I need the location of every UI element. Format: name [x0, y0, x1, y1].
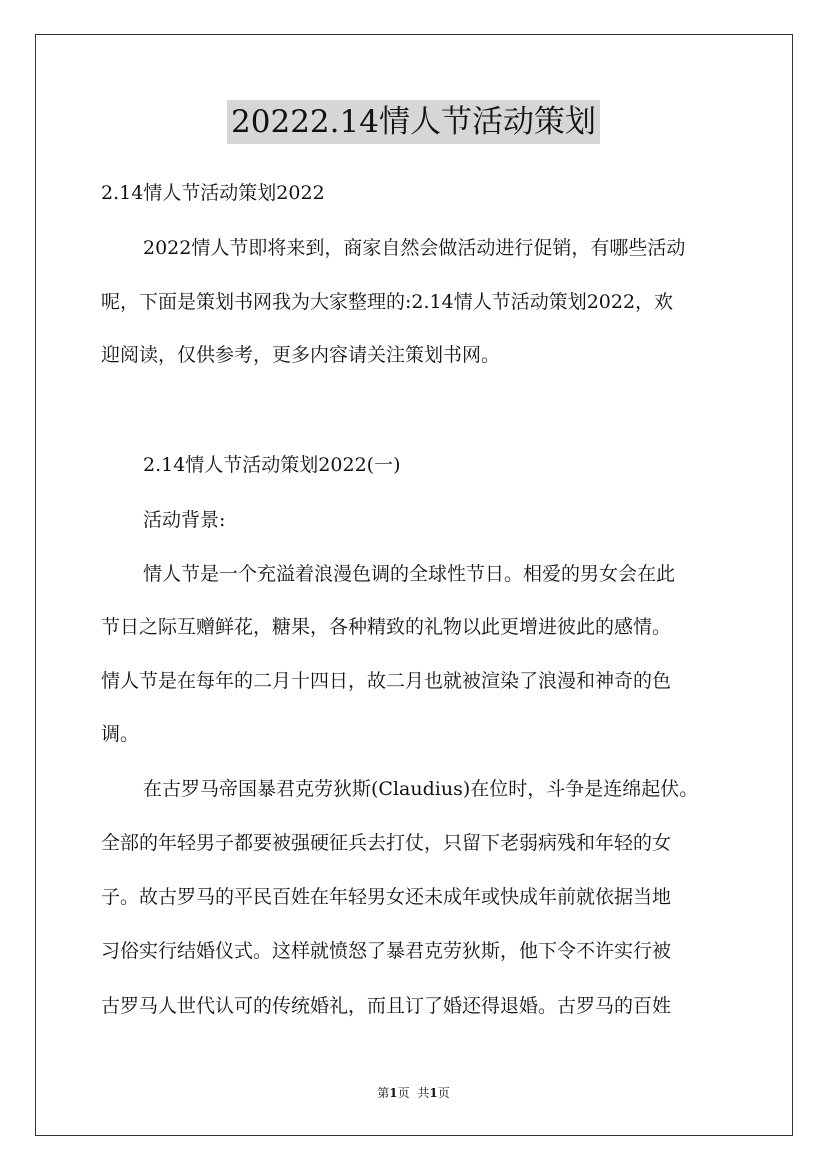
page-prefix: 第 — [377, 1086, 390, 1100]
paragraph-line: 情人节是在每年的二月十四日，故二月也就被渲染了浪漫和神奇的色 — [101, 670, 672, 692]
paragraph-line: 全部的年轻男子都要被强硬征兵去打仗，只留下老弱病残和年轻的女 — [101, 832, 672, 854]
title-container — [0, 100, 827, 144]
total-suffix: 页 — [437, 1086, 450, 1100]
document-title: 20222.14情人节活动策划 — [227, 100, 600, 144]
page-footer — [0, 1085, 827, 1101]
paragraph-line: 节日之际互赠鲜花，糖果，各种精致的礼物以此更增进彼此的感情。 — [101, 616, 672, 638]
paragraph-line: 迎阅读，仅供参考，更多内容请关注策划书网。 — [101, 344, 501, 366]
paragraph-line: 在古罗马帝国暴君克劳狄斯(Claudius)在位时，斗争是连绵起伏。 — [143, 778, 699, 800]
paragraph-line: 情人节是一个充溢着浪漫色调的全球性节日。相爱的男女会在此 — [143, 563, 676, 585]
paragraph-line: 子。故古罗马的平民百姓在年轻男女还未成年或快成年前就依据当地 — [101, 886, 672, 908]
section-label: 活动背景: — [143, 509, 226, 531]
paragraph-line: 2022情人节即将来到，商家自然会做活动进行促销，有哪些活动 — [143, 237, 686, 259]
page-number: 1 — [389, 1086, 398, 1100]
paragraph-line: 古罗马人世代认可的传统婚礼，而且订了婚还得退婚。古罗马的百姓 — [101, 995, 672, 1017]
section-heading: 2.14情人节活动策划2022(一) — [143, 454, 401, 476]
paragraph-line: 调。 — [101, 723, 140, 745]
total-prefix: 共 — [417, 1086, 430, 1100]
page-suffix: 页 — [397, 1086, 410, 1100]
total-pages: 1 — [429, 1086, 438, 1100]
paragraph-line: 呢，下面是策划书网我为大家整理的:2.14情人节活动策划2022，欢 — [101, 291, 674, 313]
paragraph-line: 习俗实行结婚仪式。这样就愤怒了暴君克劳狄斯，他下令不许实行被 — [101, 940, 672, 962]
document-subtitle: 2.14情人节活动策划2022 — [101, 182, 325, 204]
